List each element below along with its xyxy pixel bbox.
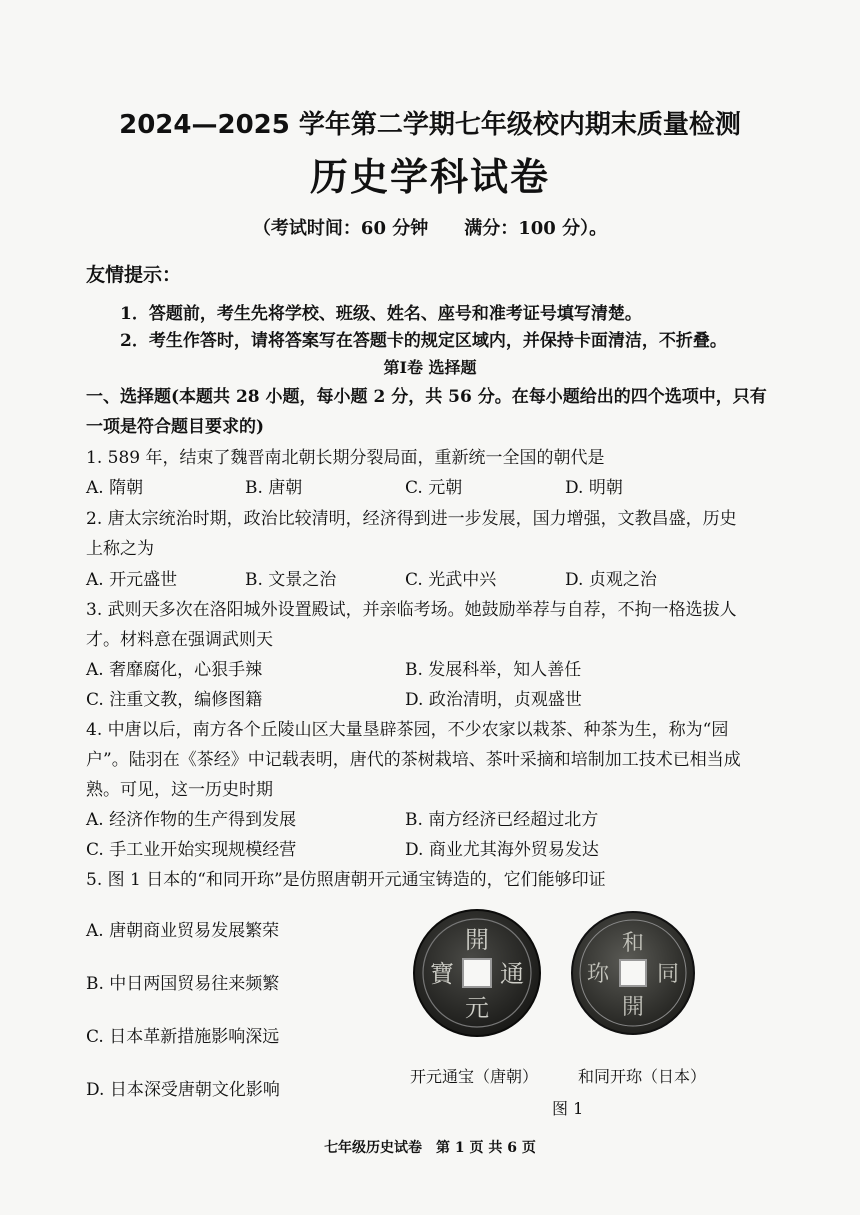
coin-char: 和: [621, 931, 645, 956]
option: C. 光武中兴: [405, 570, 497, 590]
option: B. 南方经济已经超过北方: [405, 810, 599, 830]
coin-char: 開: [465, 926, 489, 954]
figure-label: 图 1: [552, 1099, 584, 1118]
exam-subtitle: （考试时间：60 分钟 满分：100 分）。: [252, 218, 608, 239]
question-stem: 2. 唐太宗统治时期，政治比较清明，经济得到进一步发展，国力增强，文教昌盛，历史: [86, 509, 737, 529]
figure-caption: 开元通宝（唐朝）: [410, 1067, 539, 1086]
tips-heading: 友情提示：: [86, 264, 182, 286]
option: D. 商业尤其海外贸易发达: [405, 840, 599, 860]
question-stem: 5. 图 1 日本的“和同开珎”是仿照唐朝开元通宝铸造的，它们能够印证: [86, 870, 606, 890]
option: C. 日本革新措施影响深远: [86, 1027, 280, 1047]
question-stem: 3. 武则天多次在洛阳城外设置殿试，并亲临考场。她鼓励举荐与自荐，不拘一格选拔人: [86, 600, 737, 620]
option: A. 开元盛世: [86, 570, 178, 590]
coin-char: 珎: [586, 962, 610, 987]
coin-char: 開: [621, 995, 645, 1020]
wadokaichin-coin-image: [570, 910, 696, 1036]
option: C. 注重文教，编修图籍: [86, 690, 263, 710]
section-instructions: 一项是符合题目要求的): [86, 417, 265, 437]
exam-title-line1: 2024—2025 学年第二学期七年级校内期末质量检测: [119, 110, 741, 140]
coin-char: 元: [465, 994, 489, 1022]
option: B. 文景之治: [245, 570, 337, 590]
option: C. 元朝: [405, 478, 463, 498]
option: D. 政治清明，贞观盛世: [405, 690, 582, 710]
option: A. 奢靡腐化，心狠手辣: [86, 660, 263, 680]
option: D. 日本深受唐朝文化影响: [86, 1080, 280, 1100]
section-instructions: 一、选择题(本题共 28 小题，每小题 2 分，共 56 分。在每小题给出的四个选项中，只有: [86, 387, 767, 407]
coin-char: 通: [500, 960, 524, 988]
coin-char: 同: [656, 962, 680, 987]
kaiyuan-tongbao-coin-image: [412, 908, 542, 1038]
option: A. 隋朝: [86, 478, 144, 498]
tip-item: 2．考生作答时，请将答案写在答题卡的规定区域内，并保持卡面清洁，不折叠。: [120, 331, 727, 351]
question-stem: 户”。陆羽在《茶经》中记载表明，唐代的茶树栽培、茶叶采摘和培制加工技术已相当成: [86, 750, 741, 770]
option: A. 唐朝商业贸易发展繁荣: [86, 921, 280, 941]
option: D. 贞观之治: [565, 570, 657, 590]
question-stem: 上称之为: [86, 539, 154, 559]
tip-item: 1．答题前，考生先将学校、班级、姓名、座号和准考证号填写清楚。: [120, 304, 642, 324]
option: C. 手工业开始实现规模经营: [86, 840, 297, 860]
question-stem: 熟。可见，这一历史时期: [86, 780, 273, 800]
question-stem: 才。材料意在强调武则天: [86, 630, 273, 650]
exam-title-line2: 历史学科试卷: [309, 155, 550, 199]
option: A. 经济作物的生产得到发展: [86, 810, 297, 830]
option: B. 发展科举，知人善任: [405, 660, 582, 680]
page-footer: 七年级历史试卷 第 1 页 共 6 页: [324, 1140, 536, 1156]
option: B. 唐朝: [245, 478, 303, 498]
option: D. 明朝: [565, 478, 623, 498]
figure-caption: 和同开珎（日本）: [578, 1067, 707, 1086]
part-title: 第Ⅰ卷 选择题: [383, 358, 477, 377]
option: B. 中日两国贸易往来频繁: [86, 974, 280, 994]
coin-char: 寶: [430, 960, 454, 988]
question-stem: 1. 589 年，结束了魏晋南北朝长期分裂局面，重新统一全国的朝代是: [86, 448, 605, 468]
question-stem: 4. 中唐以后，南方各个丘陵山区大量垦辟茶园，不少农家以栽茶、种茶为生，称为“园: [86, 720, 729, 740]
